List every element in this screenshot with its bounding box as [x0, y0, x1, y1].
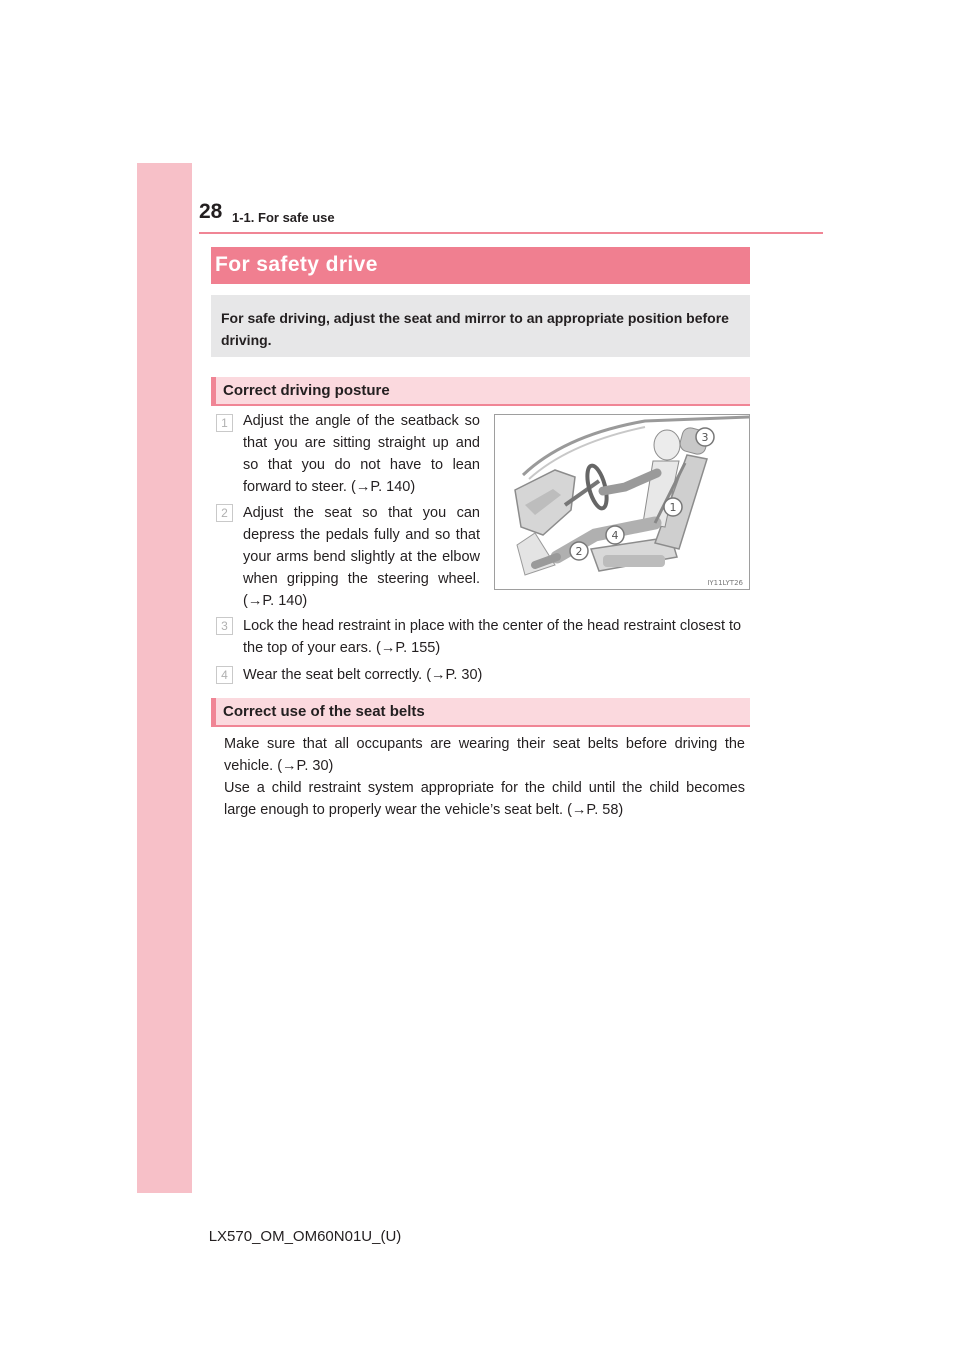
seatbelt-heading: Correct use of the seat belts: [223, 703, 425, 720]
intro-box: [211, 295, 750, 357]
callout-3-label: 3: [701, 431, 709, 444]
page-number: 28: [199, 200, 223, 223]
callout-4-label: 4: [611, 529, 619, 542]
item-number-badge: 2: [216, 504, 233, 522]
seatbelt-paragraph-2: Use a child restraint system appropriate for the child until the child becomes large enough to properly wear the vehicle’s seat belt. (→P. 58): [224, 780, 745, 818]
callout-2-label: 2: [575, 545, 583, 558]
figure-code: IY11LYT26: [707, 579, 743, 587]
seatbelt-heading-bar: [211, 698, 750, 727]
posture-heading: Correct driving posture: [223, 382, 390, 399]
posture-heading-bar: [211, 377, 750, 406]
item-number-badge: 3: [216, 617, 233, 635]
intro-text: For safe driving, adjust the seat and mirror to an appropriate position before driving.: [221, 310, 729, 348]
header-rule: [199, 232, 823, 234]
page-title: For safety drive: [215, 253, 378, 276]
seatbelt-paragraph-1: Make sure that all occupants are wearing their seat belts before driving the vehicle. (→P. 30): [224, 736, 745, 774]
heading-accent: [211, 698, 216, 727]
posture-item-1: Adjust the angle of the seatback so that you are sitting straight up and so that you do not have to lean forward to steer. (→P. 140): [243, 413, 480, 495]
chapter-sidebar-tab: [137, 163, 192, 1193]
driving-posture-illustration: [494, 414, 750, 590]
section-label: 1-1. For safe use: [232, 210, 335, 225]
driver-seat-drawing: [495, 415, 749, 589]
item-number-badge: 1: [216, 414, 233, 432]
page-footer: [0, 1228, 960, 1245]
document-code: LX570_OM_OM60N01U_(U): [208, 1228, 402, 1245]
posture-item-2: Adjust the seat so that you can depress the pedals fully and so that your arms bend slightly at the elbow when gripping the steering wheel. (→P. 140): [243, 505, 480, 609]
posture-item-4: Wear the seat belt correctly. (→P. 30): [243, 667, 483, 683]
heading-accent: [211, 377, 216, 406]
page-title-bar: [211, 247, 750, 284]
callout-1-label: 1: [669, 501, 677, 514]
posture-item-3: Lock the head restraint in place with the center of the head restraint closest to the top of your ears. (→P. 155): [243, 618, 742, 656]
item-number-badge: 4: [216, 666, 233, 684]
